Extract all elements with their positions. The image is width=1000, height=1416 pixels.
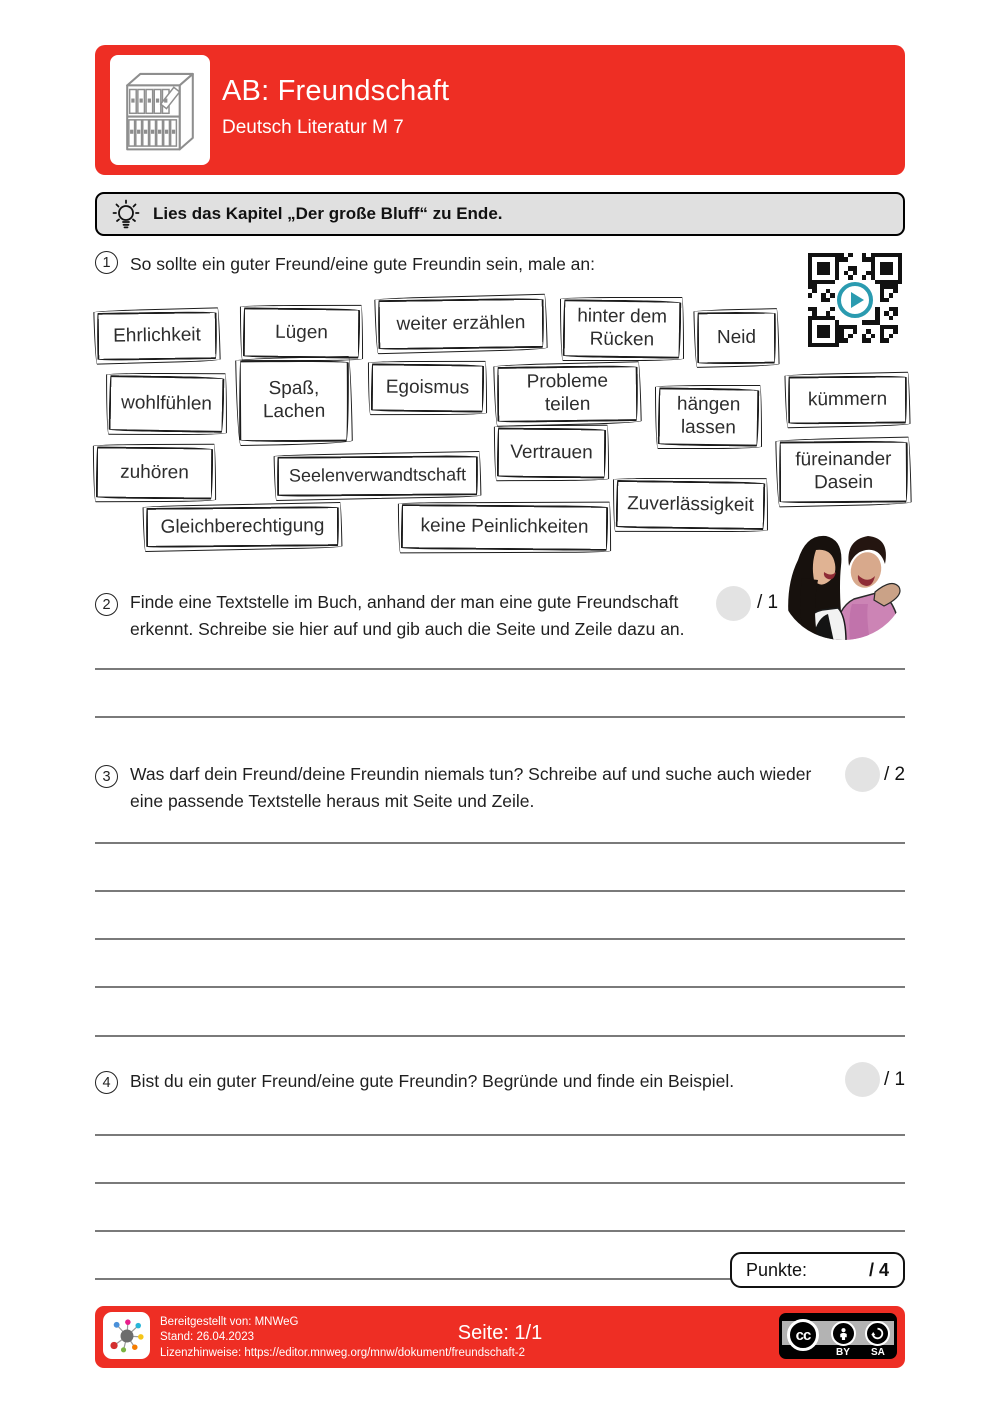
answer-line	[95, 668, 905, 670]
word-box: zuhören	[96, 446, 213, 499]
bookshelf-icon	[119, 64, 201, 156]
answer-line	[95, 1182, 905, 1184]
task4-number: 4	[95, 1071, 118, 1094]
task4-points-dot	[845, 1062, 880, 1097]
qr-play-button[interactable]	[835, 280, 875, 320]
task2-points-dot	[716, 586, 751, 621]
word-box: Lügen	[243, 307, 361, 358]
word-box: Vertrauen	[497, 428, 606, 479]
header-banner	[95, 45, 905, 175]
footer-license-link[interactable]: Lizenzhinweise: https://editor.mnweg.org/mnw/dokument/freundschaft-2	[160, 1346, 525, 1359]
footer-date: Stand: 26.04.2023	[160, 1331, 254, 1344]
task3-points: / 2	[884, 764, 906, 785]
bookshelf-logo	[110, 55, 210, 165]
points-total-box	[730, 1252, 905, 1288]
lightbulb-icon	[111, 198, 141, 230]
answer-line	[95, 938, 905, 940]
task3-number: 3	[95, 765, 118, 788]
friends-illustration	[778, 520, 908, 642]
answer-line	[95, 1230, 905, 1232]
task1-number: 1	[95, 251, 118, 274]
word-box: Ehrlichkeit	[97, 311, 218, 361]
word-box: füreinander Dasein	[779, 440, 909, 503]
task2-points: / 1	[757, 592, 779, 613]
task2-number: 2	[95, 593, 118, 616]
footer-banner	[95, 1306, 905, 1368]
word-box: Probleme teilen	[497, 365, 639, 423]
task1-text: So sollte ein guter Freund/eine gute Freundin sein, male an:	[130, 254, 596, 274]
task2-text: Finde eine Textstelle im Buch, anhand der man eine gute Freundschaft erkennt. Schreibe sie hier auf und gib auch die Seite und Zeile dazu an.	[130, 592, 685, 640]
hint-text: Lies das Kapitel „Der große Bluff“ zu Ende.	[153, 204, 503, 223]
word-box: Spaß, Lachen	[239, 360, 350, 443]
answer-line	[95, 842, 905, 844]
word-box: Seelenverwandtschaft	[277, 455, 478, 496]
cc-license-badge	[779, 1313, 897, 1359]
hint-box	[95, 192, 905, 236]
word-box: Neid	[697, 312, 776, 365]
answer-line	[95, 986, 905, 988]
answer-line	[95, 1035, 905, 1037]
page-subtitle: Deutsch Literatur M 7	[222, 117, 404, 138]
footer-provided-by: Bereitgestellt von: MNWeG	[160, 1316, 299, 1328]
play-icon	[837, 282, 873, 318]
word-box: Zuverlässigkeit	[616, 480, 766, 530]
word-box: Egoismus	[371, 363, 484, 412]
page-title: AB: Freundschaft	[222, 75, 450, 107]
cc-icon: cc	[787, 1319, 819, 1351]
task4-text: Bist du ein guter Freund/eine gute Freundin? Begründe und finde ein Beispiel.	[130, 1071, 735, 1091]
word-box: keine Peinlichkeiten	[401, 504, 608, 551]
word-box: weiter erzählen	[378, 298, 545, 350]
answer-line	[95, 716, 905, 718]
points-total-label: Punkte:	[746, 1259, 808, 1280]
cc-by-label: BY	[836, 1347, 850, 1358]
answer-line	[95, 1134, 905, 1136]
cc-sa-icon	[865, 1321, 890, 1346]
cc-by-icon	[831, 1321, 856, 1346]
points-total-value: / 4	[868, 1259, 889, 1280]
task3-points-dot	[845, 757, 880, 792]
task4-points: / 1	[884, 1069, 906, 1090]
word-box: hängen lassen	[658, 387, 760, 446]
footer-page-indicator: Seite: 1/1	[457, 1322, 543, 1344]
word-box: kümmern	[788, 375, 907, 424]
word-box: hinter dem Rücken	[563, 299, 682, 358]
word-box: Gleichberechtigung	[146, 506, 339, 548]
cc-sa-label: SA	[871, 1347, 885, 1358]
qr-code	[805, 250, 905, 350]
answer-line	[95, 890, 905, 892]
word-box: wohlfühlen	[109, 375, 225, 433]
task3-text: Was darf dein Freund/deine Freundin niemals tun? Schreibe auf und suche auch wieder eine passende Textstelle heraus mit Seite und Zeile.	[130, 764, 812, 812]
